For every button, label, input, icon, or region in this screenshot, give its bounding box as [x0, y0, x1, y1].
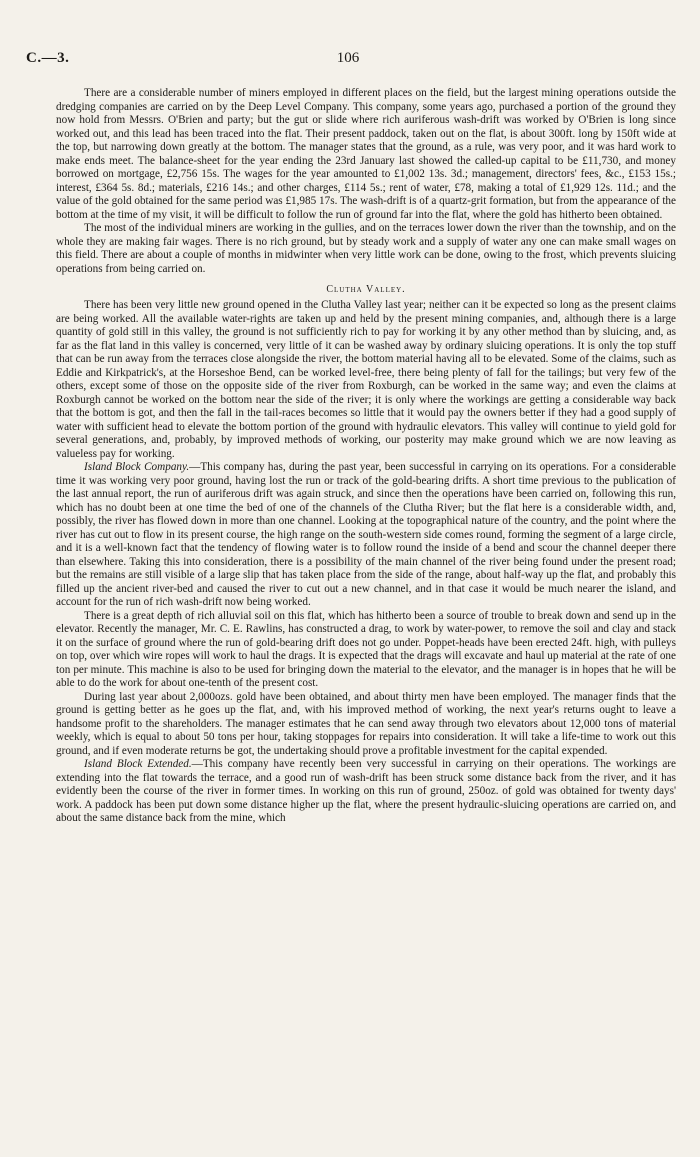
island-block-extended-text: —This company have recently been very successful in carrying on their operations. The workings are extending into the flat towards the terrace, and a good run of wash-drift has been struck some distance back from the river, and it has evidently been the course of the river in former times. In working on this run of ground, 250oz. of gold was obtained for twenty days' work. A paddock has been put down some distance higher up the flat, where the present hydraulic-sluicing operations are carried on, and about the same distance back from the mine, which	[56, 758, 676, 824]
island-block-extended-lead: Island Block Extended.	[84, 758, 192, 770]
paragraph-deep-level-company: There are a considerable number of miners employed in different places on the field, but the largest mining operations outside the dredging companies are carried on by the Deep Level Company. This company, some years ago, purchased a portion of the ground they now hold from Messrs. O'Brien and party; but the gut or slide where rich auriferous wash-drift was worked by O'Brien is long since worked out, and this lead has been traced into the flat. Their present paddock, taken out on the flat, is about 300ft. long by 150ft wide at the top, but narrowing down greatly at the bottom. The manager states that the ground, as a rule, was very poor, and it was hard work to make ends meet. The balance-sheet for the year ending the 23rd January last showed the called-up capital to be £11,730, and money borrowed on mortgage, £2,756 15s. The wages for the year amounted to £1,002 13s. 3d.; management, directors' fees, &c., £153 15s.; interest, £364 5s. 8d.; materials, £216 14s.; and other charges, £114 5s.; rent of water, £78, making a total of £1,929 12s. 11d.; and the value of the gold obtained for the same period was £1,985 17s. The wash-drift is of a quartz-grit formation, but from the appearance of the bottom at the time of my visit, it will be difficult to follow the run of ground far into the flat, where the gold has hitherto been obtained.	[56, 87, 676, 221]
paragraph-gold-obtained: During last year about 2,000ozs. gold have been obtained, and about thirty men have been employed. The manager finds that the ground is getting better as he goes up the flat, and, with his improved method of working, the next year's returns ought to leave a handsome profit to the shareholders. The manager estimates that he can send away through two elevators about 12,000 tons of material weekly, which is equal to about 50 tons per hour, taking stoppages for repairs into consideration. It will take a life-time to work out this ground, and if even moderate returns be got, the undertaking should prove a profitable investment for the capital expended.	[56, 690, 676, 757]
paragraph-alluvial-soil: There is a great depth of rich alluvial soil on this flat, which has hitherto been a source of trouble to break down and send up in the elevator. Recently the manager, Mr. C. E. Rawlins, has constructed a drag, to work by water-power, to remove the soil and clay and stack it on the surface of ground where the run of gold-bearing drift does not go under. Poppet-heads have been erected 24ft. high, with pulleys on top, over which wire ropes will work to haul the drags. It is expected that the drags will excavate and haul up material at the rate of one ton per minute. This machine is also to be used for bringing down the material to the elevator, and the manager is in hopes that he will be able to do the work for about one-tenth of the present cost.	[56, 609, 676, 689]
paragraph-individual-miners: The most of the individual miners are working in the gullies, and on the terraces lower down the river than the township, and on the whole they are making fair wages. There is no rich ground, but by steady work and a supply of water any one can make small wages on this field. There are about a couple of months in midwinter when very little work can be done, owing to the frost, which prevents sluicing operations from being carried on.	[56, 222, 676, 275]
page-header	[26, 50, 670, 72]
page-number: 106	[336, 50, 360, 66]
body-text	[56, 87, 676, 826]
island-block-text: —This company has, during the past year, been successful in carrying on its operations. For a considerable time it was working very poor ground, having lost the run or track of the gold-bearing drifts. A short time previous to the publication of the last annual report, the run of auriferous drift was again struck, and since then the operations have been carried on, following this run, which has no doubt been at one time the bed of one of the channels of the Clutha River; but the flat here is a considerable width, and, possibly, the river has flowed down in more than one channel. Looking at the topographical nature of the country, and the point where the river has cut out to flow in its present course, the high range on the south-western side comes round, forming the segment of a large circle, and it is a well-known fact that the tendency of flowing water is to follow round the inside of a bend and scour the channel deeper there than elsewhere. Taking this into consideration, there is a possibility of the main channel of the river being found under the present road; but the remains are still visible of a large slip that has taken place from the side of the range, about half-way up the flat, and probably this filled up the ancient river-bed and caused the river to cut out a new channel, and in that case it would be much nearer the island, and account for the run of rich wash-drift now being worked.	[56, 461, 676, 608]
paragraph-island-block-extended	[56, 758, 676, 826]
paragraph-clutha-valley: There has been very little new ground opened in the Clutha Valley last year; neither can it be expected so long as the present claims are being worked. All the available water-rights are taken up and held by the present mining companies, and, although there is a large quantity of gold still in this valley, the ground is not sufficiently rich to pay for working it by any other method than by sluicing, and, as far as the flat land in this valley is concerned, very little of it can be washed away by ordinary sluicing operations. It is only the top stuff that can be run away from the terraces close alongside the river, the bottom material having all to be elevated. Some of the claims, such as Eddie and Kirkpatrick's, at the Horseshoe Bend, can be worked level-free, there being plenty of fall for the tailings; but very few of the others, except some of those on the opposite side of the river from Roxburgh, can be worked in the same way; and even the claims at Roxburgh cannot be worked on the bottom near the side of the river; it is only where the workings are getting a considerable way back that the bottom is got, and then the fall in the tail-races becomes so little that it would pay the owners better if they had a good supply of water with sufficient head to elevate the bottom portion of the ground with hydraulic elevators. This valley will continue to yield gold for several generations, and, probably, by improved methods of working, our posterity may make ground which we are now leaving as valueless pay for working.	[56, 299, 676, 460]
document-reference: C.—3.	[26, 50, 70, 66]
section-heading: Clutha Valley.	[326, 284, 406, 295]
island-block-lead: Island Block Company.	[84, 461, 190, 473]
paragraph-island-block-company	[56, 461, 676, 610]
